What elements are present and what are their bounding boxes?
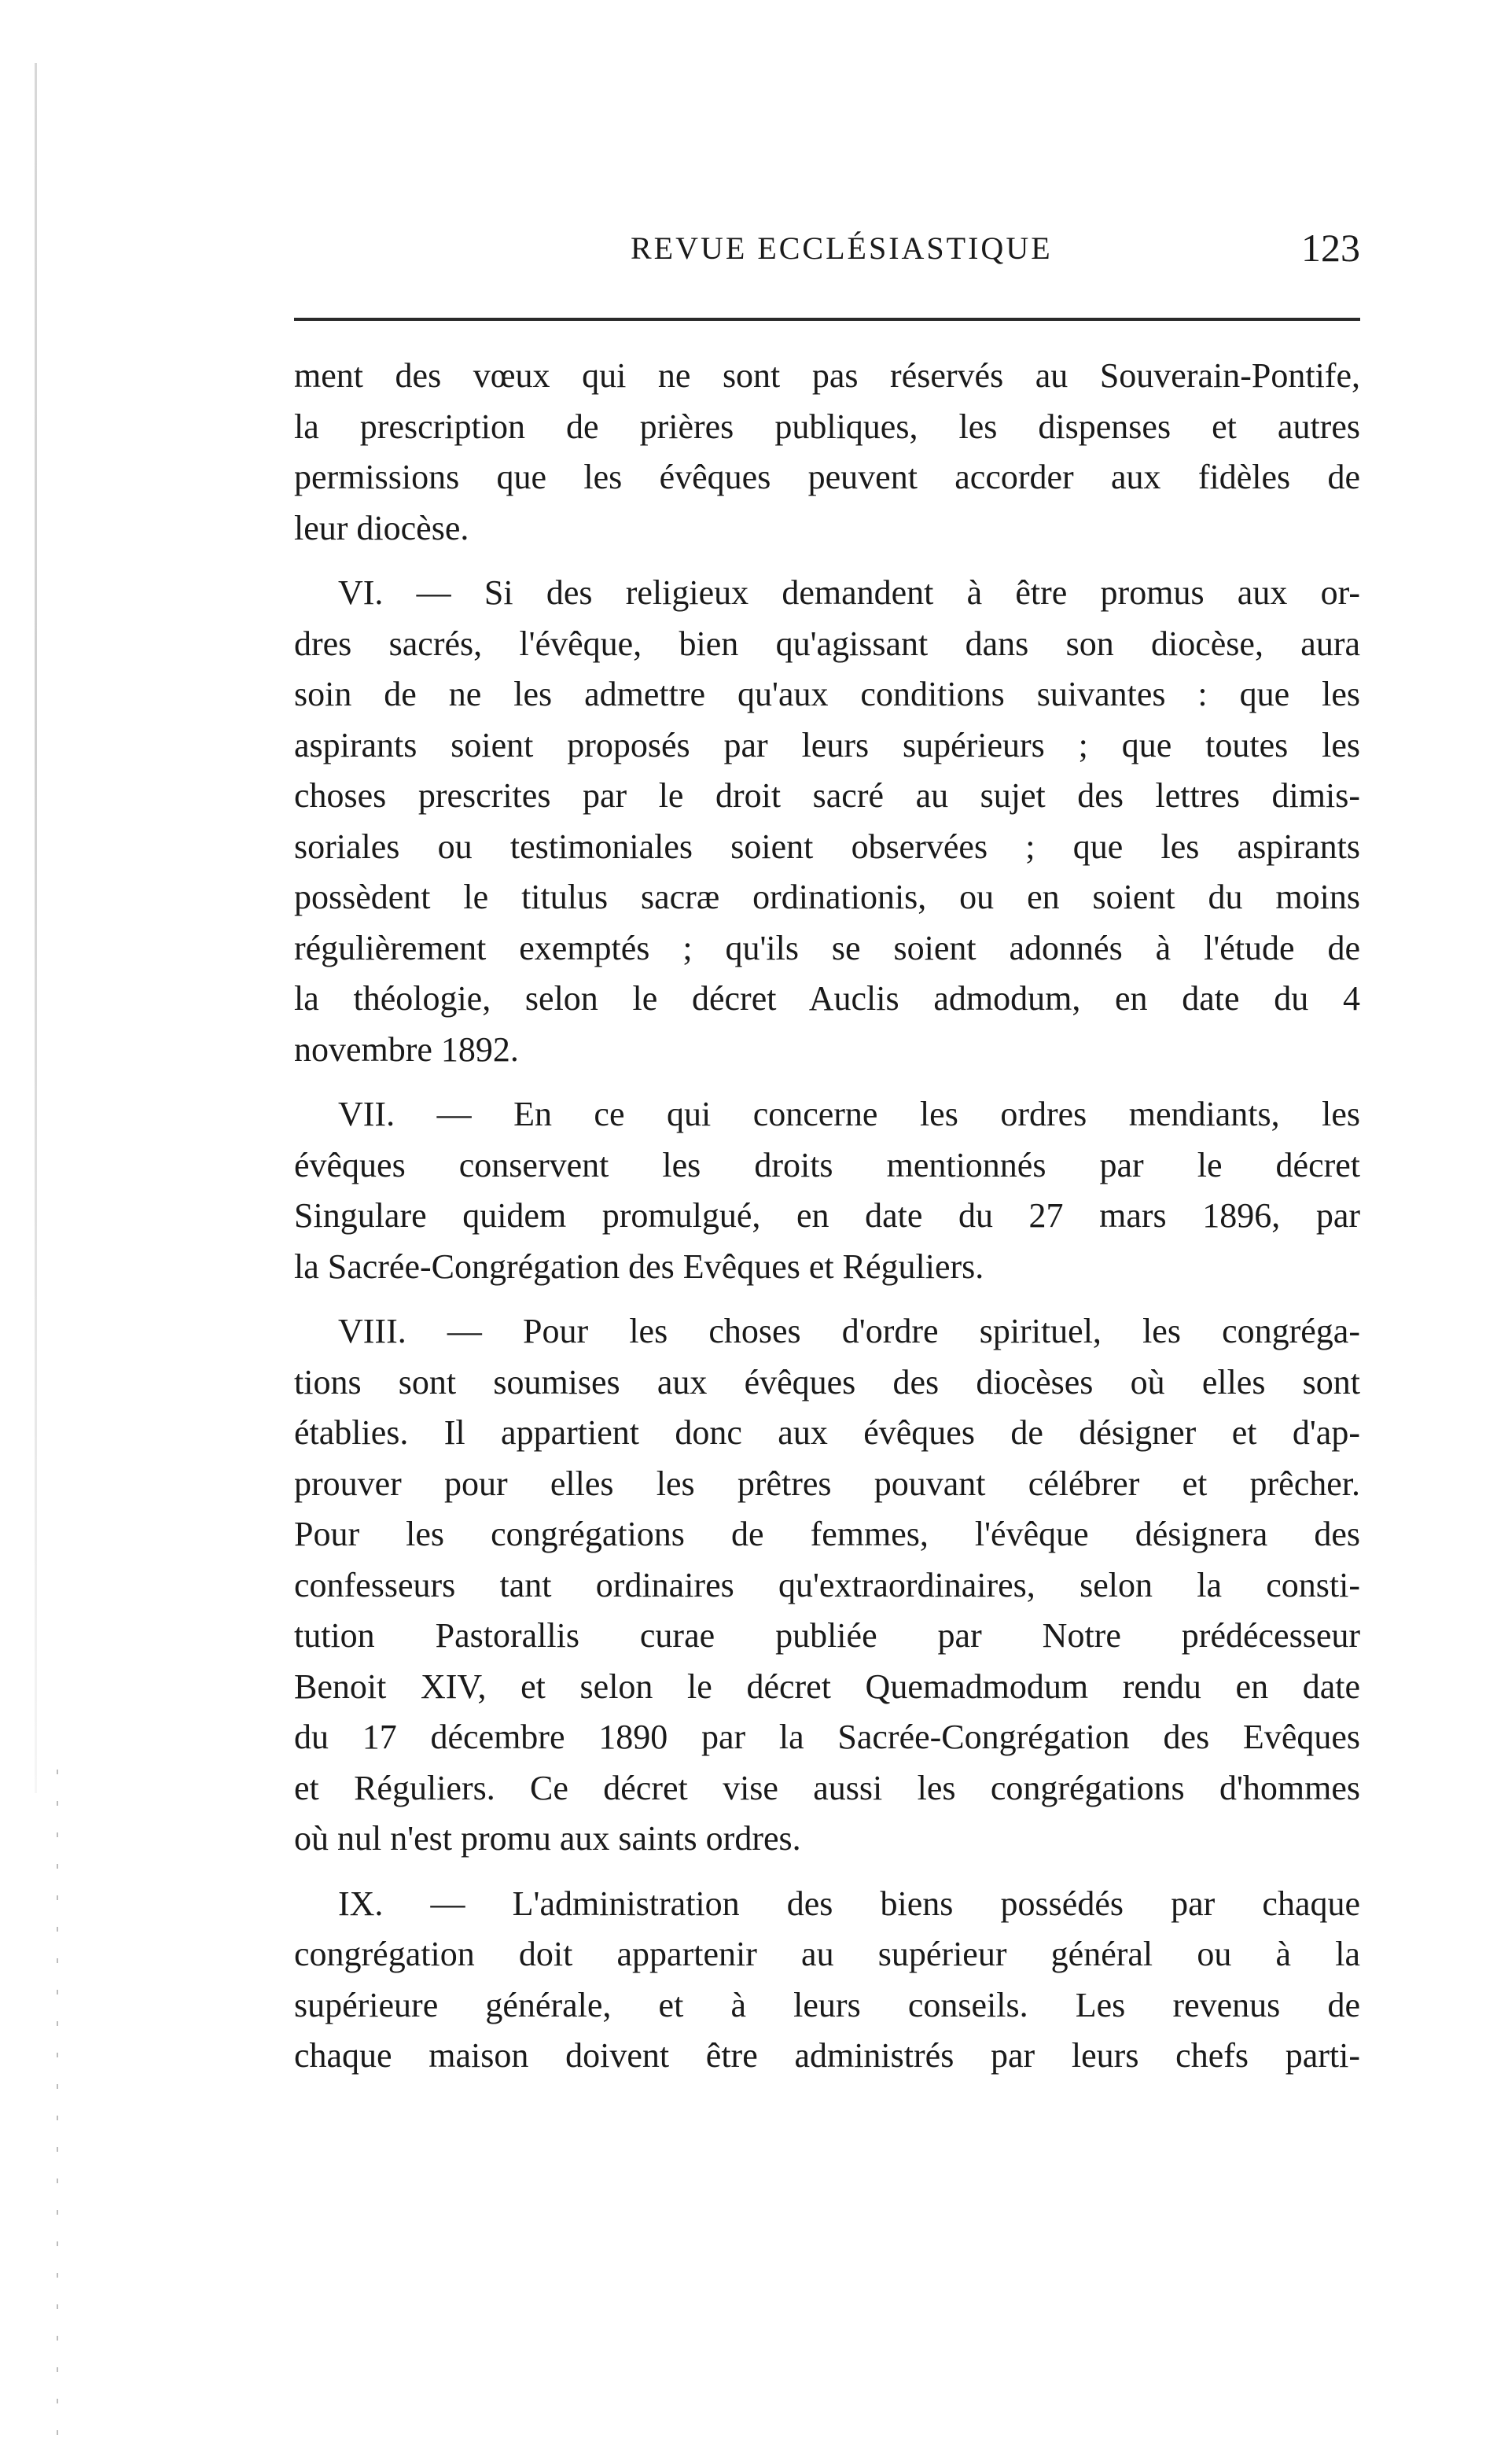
text-line: du 17 décembre 1890 par la Sacrée-Congrégation des Evêques <box>294 1718 1360 1756</box>
text-line: VI. — Si des religieux demandent à être promus aux or- <box>338 573 1360 612</box>
text-line: soriales ou testimoniales soient observées ; que les aspirants <box>294 827 1360 866</box>
text-line: Singulare quidem promulgué, en date du 27 mars 1896, par <box>294 1196 1360 1235</box>
text-line: novembre 1892. <box>294 1029 519 1069</box>
text-line: aspirants soient proposés par leurs supérieurs ; que toutes les <box>294 725 1360 764</box>
page-number: 123 <box>1301 226 1360 270</box>
text-line: régulièrement exemptés ; qu'ils se soient adonnés à l'étude de <box>294 928 1360 967</box>
text-line: évêques conservent les droits mentionnés par le décret <box>294 1145 1360 1184</box>
text-line: Benoit XIV, et selon le décret Quemadmodum rendu en date <box>294 1667 1360 1706</box>
paragraph-vi <box>294 568 1360 1075</box>
scan-margin-artifact <box>35 63 37 1793</box>
running-title: REVUE ECCLÉSIASTIQUE <box>631 230 1053 266</box>
text-line: la prescription de prières publiques, les dispenses et autres <box>294 407 1360 446</box>
text-line: soin de ne les admettre qu'aux conditions suivantes : que les <box>294 675 1360 713</box>
text-line: congrégation doit appartenir au supérieur général ou à la <box>294 1935 1360 1973</box>
body-text <box>294 351 1360 2082</box>
text-line: Pour les congrégations de femmes, l'évêque désignera des <box>294 1515 1360 1553</box>
text-line: où nul n'est promu aux saints ordres. <box>294 1819 801 1858</box>
text-line: la Sacrée-Congrégation des Evêques et Réguliers. <box>294 1247 984 1286</box>
paragraph-ix <box>294 1879 1360 2082</box>
text-line: établies. Il appartient donc aux évêques de désigner et d'ap- <box>294 1413 1360 1452</box>
paragraph-continuation <box>294 351 1360 554</box>
paragraph-viii <box>294 1306 1360 1865</box>
text-line: tution Pastorallis curae publiée par Notre prédécesseur <box>294 1616 1360 1655</box>
paragraph-vii <box>294 1089 1360 1292</box>
text-line: tions sont soumises aux évêques des diocèses où elles sont <box>294 1362 1360 1401</box>
text-line: dres sacrés, l'évêque, bien qu'agissant dans son diocèse, aura <box>294 624 1360 663</box>
text-line: IX. — L'administration des biens possédés par chaque <box>338 1884 1360 1923</box>
text-line: VII. — En ce qui concerne les ordres mendiants, les <box>338 1095 1360 1133</box>
text-line: ment des vœux qui ne sont pas réservés au Souverain-Pontife, <box>294 356 1360 395</box>
text-line: prouver pour elles les prêtres pouvant célébrer et prêcher. <box>294 1464 1360 1503</box>
text-line: confesseurs tant ordinaires qu'extraordinaires, selon la consti- <box>294 1565 1360 1604</box>
text-line: la théologie, selon le décret Auclis admodum, en date du 4 <box>294 979 1360 1018</box>
text-line: supérieure générale, et à leurs conseils. Les revenus de <box>294 1985 1360 2024</box>
text-line: et Réguliers. Ce décret vise aussi les congrégations d'hommes <box>294 1768 1360 1807</box>
scan-margin-dots <box>57 1770 58 2446</box>
text-line: VIII. — Pour les choses d'ordre spirituel, les congréga- <box>338 1312 1360 1350</box>
header-rule <box>294 318 1360 321</box>
text-line: chaque maison doivent être administrés par leurs chefs parti- <box>294 2036 1360 2075</box>
text-line: choses prescrites par le droit sacré au sujet des lettres dimis- <box>294 776 1360 815</box>
text-line: permissions que les évêques peuvent accorder aux fidèles de <box>294 458 1360 496</box>
text-line: leur diocèse. <box>294 508 469 547</box>
running-head <box>291 226 1360 277</box>
text-line: possèdent le titulus sacræ ordinationis, ou en soient du moins <box>294 878 1360 916</box>
